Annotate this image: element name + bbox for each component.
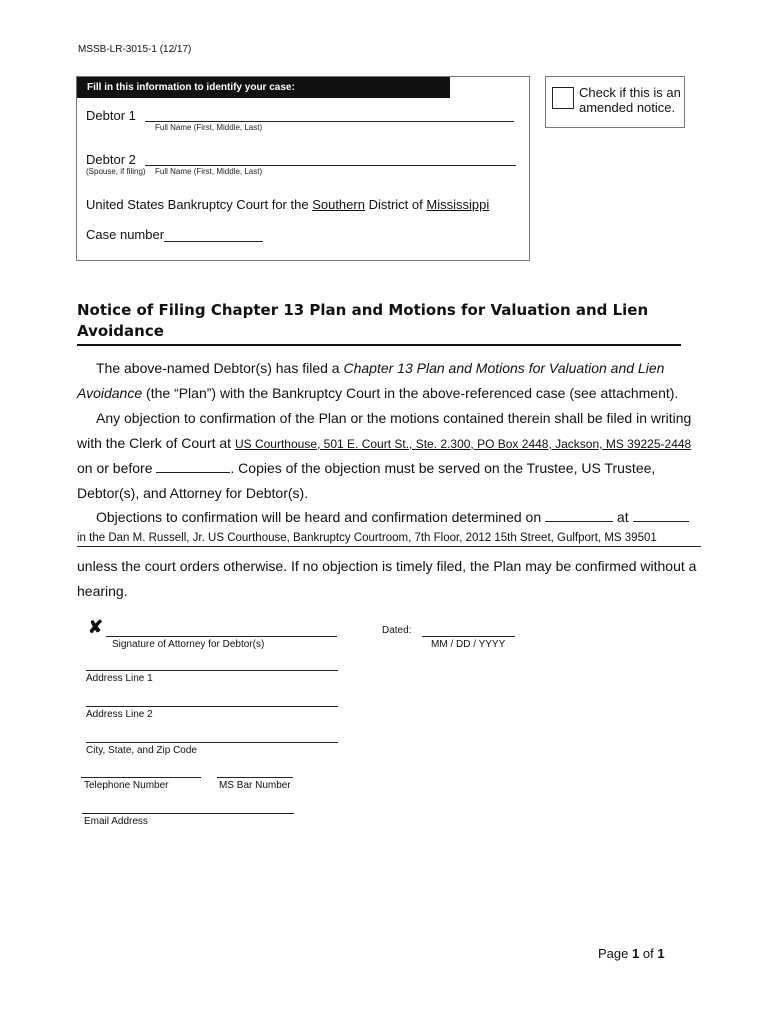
telephone-field[interactable] bbox=[81, 776, 201, 778]
para2-line1: Any objection to confirmation of the Plan or the motions contained therein shall be filed in writing bbox=[96, 410, 692, 426]
date-field[interactable] bbox=[422, 635, 515, 637]
telephone-label: Telephone Number bbox=[84, 780, 169, 791]
para1-text-d: (the “Plan”) with the Bankruptcy Court in the above-referenced case (see attachment). bbox=[146, 385, 679, 401]
para1-line2 bbox=[77, 385, 678, 401]
clerk-address: US Courthouse, 501 E. Court St., Ste. 2.300, PO Box 2448, Jackson, MS 39225-2448 bbox=[234, 437, 692, 451]
debtor1-hint: Full Name (First, Middle, Last) bbox=[155, 123, 263, 132]
city-label: City, State, and Zip Code bbox=[86, 745, 197, 756]
title-divider bbox=[77, 344, 681, 346]
city-field[interactable] bbox=[86, 741, 338, 743]
address1-field[interactable] bbox=[86, 669, 338, 671]
dated-label: Dated: bbox=[382, 625, 412, 636]
para3-line1 bbox=[96, 509, 689, 525]
page-prefix: Page bbox=[598, 946, 629, 961]
address2-field[interactable] bbox=[86, 705, 338, 707]
para1-plan-title-cont: Avoidance bbox=[77, 385, 143, 401]
attorney-signature-field[interactable] bbox=[106, 635, 337, 637]
email-field[interactable] bbox=[82, 812, 294, 814]
attorney-signature-label: Signature of Attorney for Debtor(s) bbox=[112, 639, 265, 650]
court-district[interactable]: Southern bbox=[312, 197, 365, 212]
para3-text-a: Objections to confirmation will be heard and confirmation determined on bbox=[96, 509, 542, 525]
debtor2-spouse-hint: (Spouse, if filing) bbox=[86, 167, 146, 176]
x-mark-icon: ✘ bbox=[88, 617, 104, 637]
email-label: Email Address bbox=[84, 816, 148, 827]
debtor2-name-field[interactable] bbox=[145, 164, 516, 166]
bar-number-label: MS Bar Number bbox=[219, 780, 291, 791]
court-state[interactable]: Mississippi bbox=[426, 197, 490, 212]
case-number-field[interactable] bbox=[164, 240, 263, 242]
form-code: MSSB-LR-3015-1 (12/17) bbox=[78, 44, 192, 55]
para1-line1 bbox=[96, 360, 664, 376]
court-line bbox=[86, 197, 489, 212]
para2-line4: Debtor(s), and Attorney for Debtor(s). bbox=[77, 485, 309, 501]
debtor1-label: Debtor 1 bbox=[86, 108, 136, 123]
debtor1-name-field[interactable] bbox=[145, 120, 514, 122]
date-format-hint: MM / DD / YYYY bbox=[431, 639, 506, 650]
hearing-location: in the Dan M. Russell, Jr. US Courthouse, Bankruptcy Courtroom, 7th Floor, 2012 15th Street, Gulfport, MS 39501 bbox=[77, 532, 701, 547]
para3-at: at bbox=[616, 509, 629, 525]
para1-text-a: The above-named Debtor(s) has filed a bbox=[96, 360, 340, 376]
address2-label: Address Line 2 bbox=[86, 709, 153, 720]
para3-line4: hearing. bbox=[77, 583, 128, 599]
amended-label: Check if this is an amended notice. bbox=[579, 85, 681, 115]
page-current: 1 bbox=[632, 946, 640, 961]
debtor2-hint: Full Name (First, Middle, Last) bbox=[155, 167, 263, 176]
page-of: of bbox=[642, 946, 654, 961]
amended-checkbox[interactable] bbox=[552, 87, 574, 109]
para3-line3: unless the court orders otherwise. If no objection is timely filed, the Plan may be confirmed without a bbox=[77, 558, 697, 574]
hearing-time-field[interactable] bbox=[633, 509, 689, 522]
bar-number-field[interactable] bbox=[217, 776, 293, 778]
court-mid: District of bbox=[368, 197, 423, 212]
objection-deadline-field[interactable] bbox=[156, 460, 230, 473]
page-title: Notice of Filing Chapter 13 Plan and Motions for Valuation and Lien Avoidance bbox=[77, 301, 649, 340]
case-number-label: Case number bbox=[86, 227, 165, 242]
para2-text-d: . Copies of the objection must be served on the Trustee, US Trustee, bbox=[230, 460, 656, 476]
case-info-header: Fill in this information to identify your case: bbox=[77, 77, 450, 98]
para1-plan-title: Chapter 13 Plan and Motions for Valuation and Lien bbox=[343, 360, 665, 376]
page-total: 1 bbox=[657, 946, 665, 961]
hearing-date-field[interactable] bbox=[545, 509, 613, 522]
para2-text-c: on or before bbox=[77, 460, 153, 476]
page-number bbox=[598, 946, 665, 961]
court-prefix: United States Bankruptcy Court for the bbox=[86, 197, 309, 212]
para2-text-b: with the Clerk of Court at bbox=[77, 435, 232, 451]
para2-line3 bbox=[77, 460, 655, 476]
debtor2-label: Debtor 2 bbox=[86, 152, 136, 167]
address1-label: Address Line 1 bbox=[86, 673, 153, 684]
para2-line2 bbox=[77, 435, 691, 451]
